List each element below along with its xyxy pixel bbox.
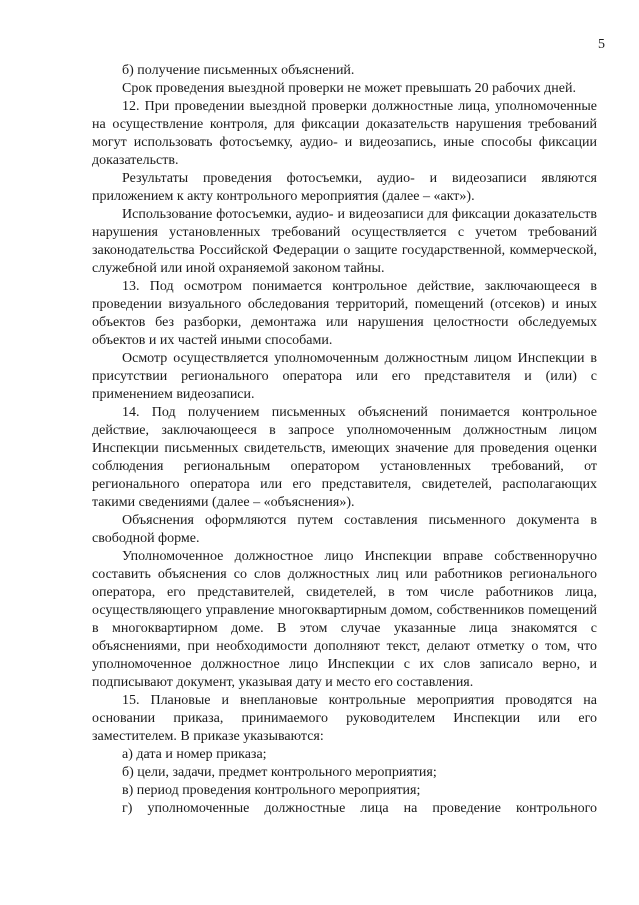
paragraph-1: б) получение письменных объяснений. — [122, 63, 355, 78]
document-body — [92, 62, 597, 818]
paragraph-5: Использование фотосъемки, аудио- и видеозаписи для фиксации доказательств нарушения установленных требований осуществляется с учетом требований законодательства Российской Федерации о защите государственной, коммерческой, служебной или иной охраняемой законом тайны. — [92, 207, 597, 276]
page-number: 5 — [598, 37, 605, 52]
paragraph-9: Объяснения оформляются путем составления письменного документа в свободной форме. — [92, 513, 597, 546]
paragraph-10: Уполномоченное должностное лицо Инспекции вправе собственноручно составить объяснения со слов должностных лиц или работников регионального оператора, его представителей, свидетелей, в том числе работников лица, осуществляющего управление многоквартирным домом, собственников помещений в многоквартирном доме. В этом случае указанные лица знакомятся с объяснениями, при необходимости дополняют текст, делают отметку о том, что уполномоченное должностное лицо Инспекции с их слов записало верно, и подписывают документ, указывая дату и место его составления. — [92, 549, 597, 690]
paragraph-3: 12. При проведении выездной проверки должностные лица, уполномоченные на осуществление контроля, для фиксации доказательств нарушения требований могут использовать фотосъемку, аудио- и видеозапись, иные способы фиксации доказательств. — [92, 99, 597, 168]
list-item-b: б) цели, задачи, предмет контрольного мероприятия; — [122, 765, 437, 780]
paragraph-8: 14. Под получением письменных объяснений понимается контрольное действие, заключающееся в запросе уполномоченным должностным лицом Инспекции письменных свидетельств, имеющих значение для проведения оценки соблюдения региональным оператором установленных требований, от регионального оператора или его представителя, свидетелей, располагающих такими сведениями (далее – «объяснения»). — [92, 405, 597, 510]
list-item-c: в) период проведения контрольного мероприятия; — [122, 783, 421, 798]
list-item-a: а) дата и номер приказа; — [122, 747, 267, 762]
paragraph-7: Осмотр осуществляется уполномоченным должностным лицом Инспекции в присутствии регионального оператора или его представителя и (или) с применением видеозаписи. — [92, 351, 597, 402]
paragraph-4: Результаты проведения фотосъемки, аудио- и видеозаписи являются приложением к акту контрольного мероприятия (далее – «акт»). — [92, 171, 597, 204]
paragraph-11: 15. Плановые и внеплановые контрольные мероприятия проводятся на основании приказа, принимаемого руководителем Инспекции или его заместителем. В приказе указываются: — [92, 693, 597, 744]
paragraph-2: Срок проведения выездной проверки не может превышать 20 рабочих дней. — [122, 81, 576, 96]
paragraph-6: 13. Под осмотром понимается контрольное действие, заключающееся в проведении визуального обследования территорий, помещений (отсеков) и иных объектов без разборки, демонтажа или нарушения целостности обследуемых объектов и их частей иными способами. — [92, 279, 597, 348]
list-item-d: г) уполномоченные должностные лица на проведение контрольного — [122, 801, 597, 816]
